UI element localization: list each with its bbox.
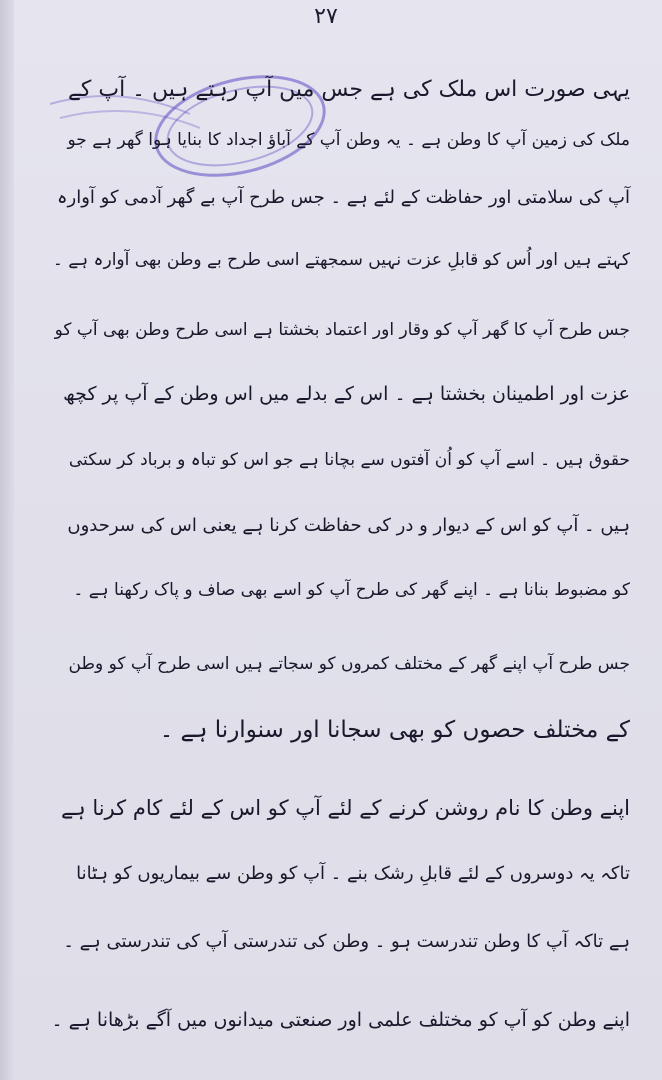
text-line-9: کو مضبوط بنانا ہے ۔ اپنے گھر کی طرح آپ کو اسے بھی صاف و پاک رکھنا ہے ۔ [73,580,630,600]
text-line-14: ہے تاکہ آپ کا وطن تندرست ہو ۔ وطن کی تندرستی آپ کی تندرستی ہے ۔ [63,931,630,952]
text-line-7: حقوق ہیں ۔ اسے آپ کو اُن آفتوں سے بچانا ہے جو اس کو تباہ و برباد کر سکتی [68,450,630,470]
text-line-15: اپنے وطن کو آپ کو مختلف علمی اور صنعتی میدانوں میں آگے بڑھانا ہے ۔ [51,1009,630,1031]
text-line-2: ملک کی زمین آپ کا وطن ہے ۔ یہ وطن آپ کے آباؤ اجداد کا بنایا ہوا گھر ہے جو [67,130,630,150]
text-line-4: کہتے ہیں اور اُس کو قابلِ عزت نہیں سمجھتے اسی طرح بے وطن بھی آوارہ ہے ۔ [52,250,630,270]
text-line-12: اپنے وطن کا نام روشن کرنے کے لئے آپ کو اس کے لئے کام کرنا ہے [61,796,630,820]
text-line-10: جس طرح آپ اپنے گھر کے مختلف کمروں کو سجاتے ہیں اسی طرح آپ کو وطن [68,654,630,674]
text-line-13: تاکہ یہ دوسروں کے لئے قابلِ رشک بنے ۔ آپ کو وطن سے بیماریوں کو ہٹانا [76,863,630,884]
text-line-3: آپ کی سلامتی اور حفاظت کے لئے ہے ۔ جس طرح آپ بے گھر آدمی کو آوارہ [56,187,630,208]
text-line-11: کے مختلف حصوں کو بھی سجانا اور سنوارنا ہے ۔ [159,717,630,743]
text-line-1: یہی صورت اس ملک کی ہے جس میں آپ رہتے ہیں ۔ آپ کے [68,77,630,102]
text-line-5: جس طرح آپ کا گھر آپ کو وقار اور اعتماد بخشتا ہے اسی طرح وطن بھی آپ کو [54,320,630,340]
text-line-8: ہیں ۔ آپ کو اس کے دیوار و در کی حفاظت کرنا ہے یعنی اس کی سرحدوں [67,515,630,536]
page-number: ۲۷ [314,4,338,29]
page-left-edge [0,0,14,1080]
text-line-6: عزت اور اطمینان بخشتا ہے ۔ اس کے بدلے میں اس وطن کے آپ پر کچھ [63,383,630,405]
